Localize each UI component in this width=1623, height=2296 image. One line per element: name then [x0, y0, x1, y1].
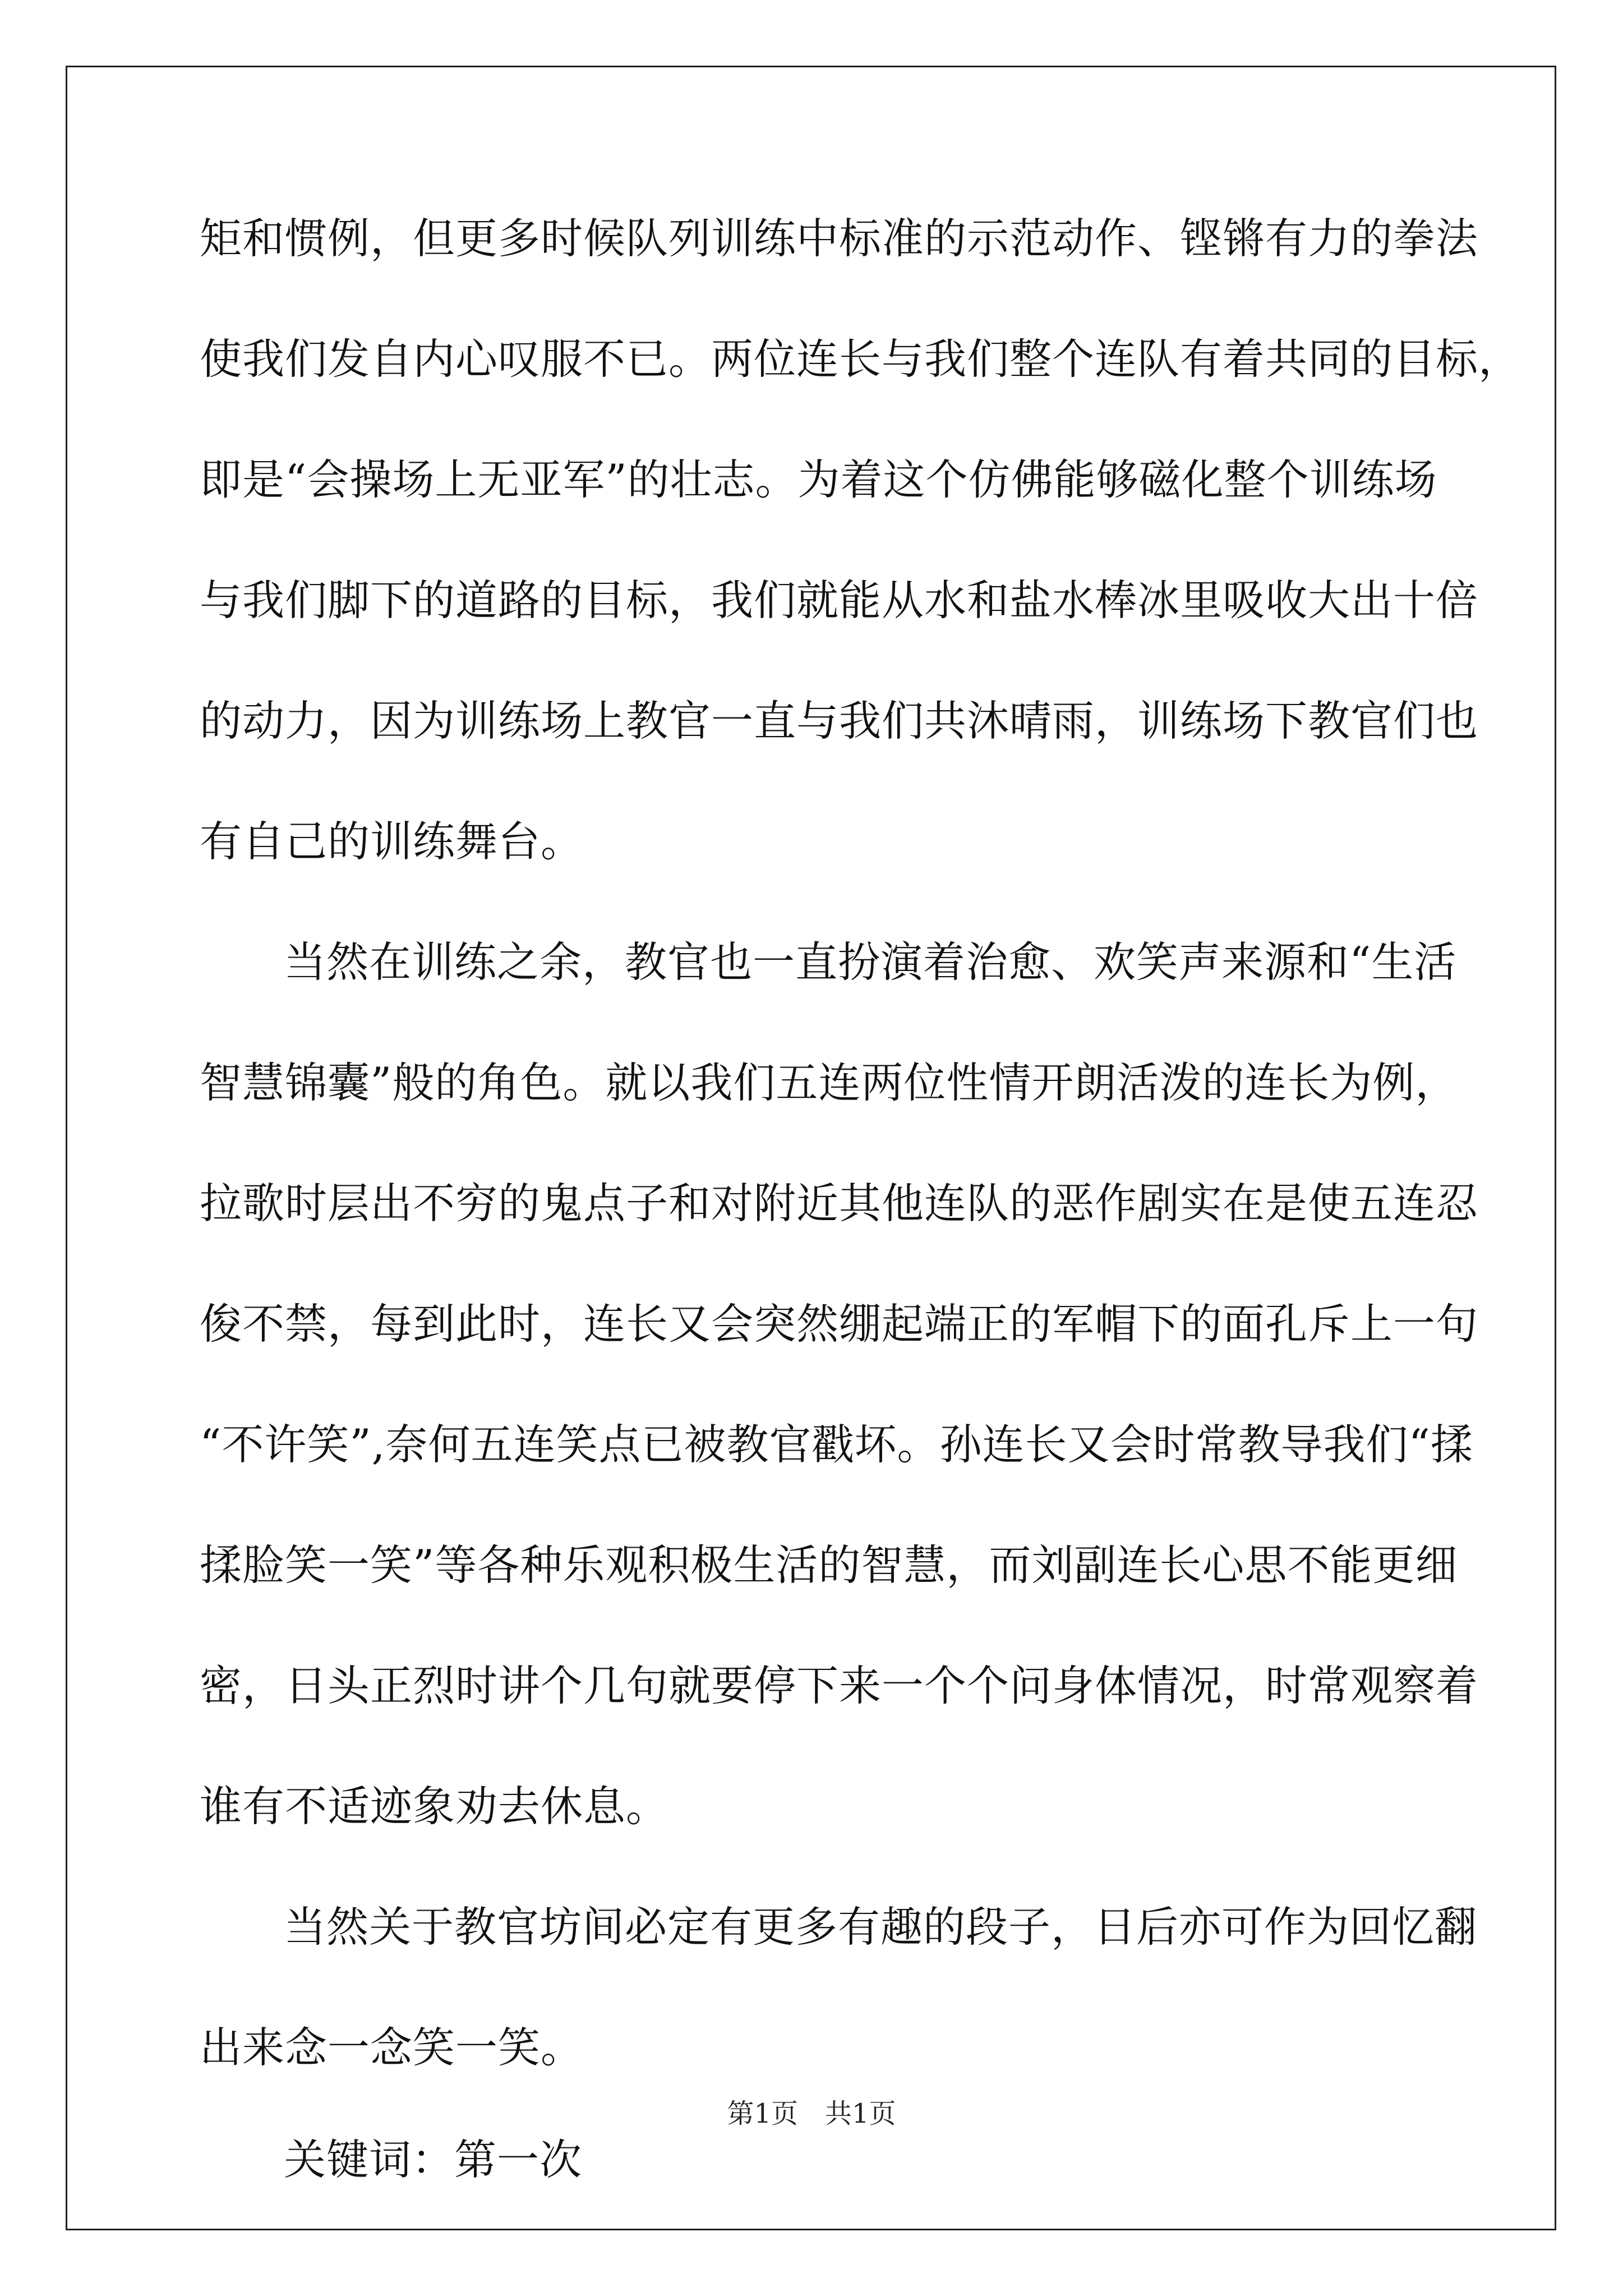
text-line: 揉脸笑一笑”等各种乐观积极生活的智慧，而刘副连长心思不能更细	[200, 1540, 1458, 1590]
text-line: 即是“会操场上无亚军”的壮志。为着这个仿佛能够磁化整个训练场	[200, 455, 1437, 504]
text-line: 密，日头正烈时讲个几句就要停下来一个个问身体情况，时常观察着	[200, 1661, 1479, 1710]
text-line: 使我们发自内心叹服不已。两位连长与我们整个连队有着共同的目标，	[200, 334, 1521, 384]
text-line: 俊不禁，每到此时，连长又会突然绷起端正的军帽下的面孔斥上一句	[200, 1299, 1479, 1349]
text-line: 与我们脚下的道路的目标，我们就能从水和盐水棒冰里吸收大出十倍	[200, 576, 1479, 625]
text-line: 拉歌时层出不穷的鬼点子和对附近其他连队的恶作剧实在是使五连忍	[200, 1179, 1479, 1228]
page-number-footer: 第1页 共1页	[727, 2098, 896, 2129]
text-line: “不许笑”,奈何五连笑点已被教官戳坏。孙连长又会时常教导我们“揉	[200, 1420, 1473, 1469]
paragraph-first-line: 当然在训练之余，教官也一直扮演着治愈、欢笑声来源和“生活	[284, 937, 1457, 987]
text-line: 的动力，因为训练场上教官一直与我们共沐晴雨，训练场下教官们也	[200, 696, 1479, 746]
text-line: 智慧锦囊”般的角色。就以我们五连两位性情开朗活泼的连长为例，	[200, 1058, 1458, 1107]
text-line: 有自己的训练舞台。	[200, 817, 584, 866]
text-line: 出来念一念笑一笑。	[200, 2023, 584, 2072]
paragraph-first-line: 当然关于教官坊间必定有更多有趣的段子，日后亦可作为回忆翻	[284, 1902, 1478, 1952]
text-line: 谁有不适迹象劝去休息。	[200, 1782, 669, 1831]
text-line: 矩和惯例，但更多时候队列训练中标准的示范动作、铿锵有力的拳法	[200, 214, 1479, 263]
keywords-line: 关键词：第一次	[284, 2135, 583, 2184]
